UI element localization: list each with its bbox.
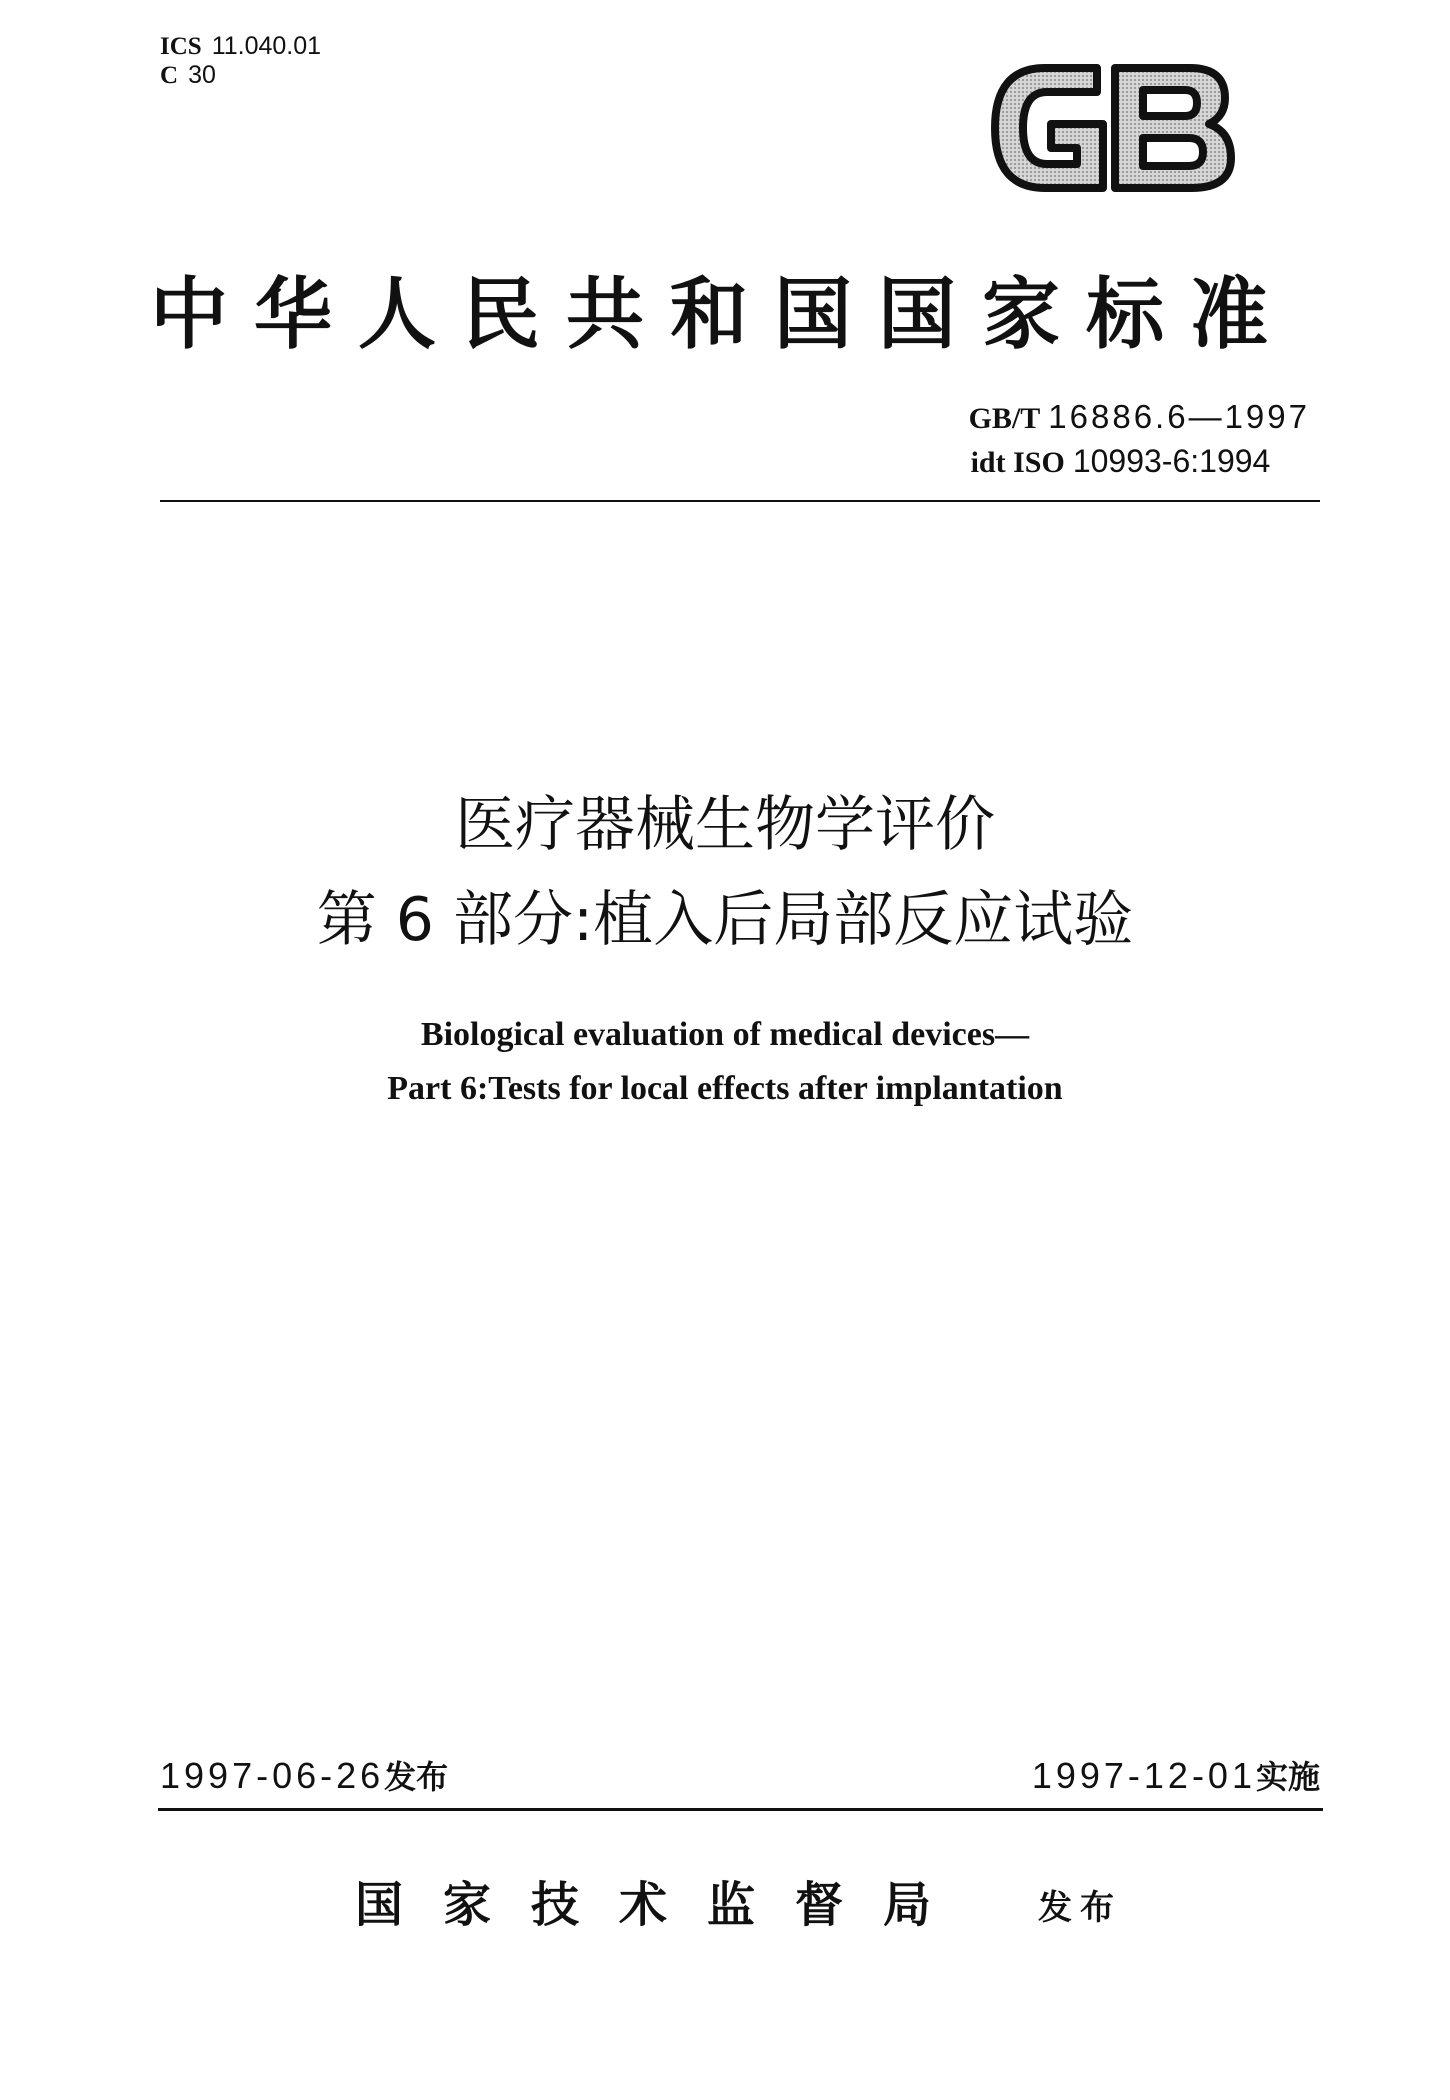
ics-label: ICS xyxy=(160,33,202,60)
idt-label: idt ISO xyxy=(970,446,1065,479)
ics-row xyxy=(160,32,321,61)
issuer-name: 国家技术监督局 xyxy=(355,1877,972,1933)
implementation-date-suffix: 实施 xyxy=(1255,1758,1320,1796)
issue-date xyxy=(160,1752,448,1798)
c-label: C xyxy=(160,62,179,89)
classification-codes xyxy=(160,32,321,90)
c-row xyxy=(160,61,321,90)
implementation-date-value: 1997-12-01 xyxy=(1031,1755,1256,1796)
idt-value: 10993-6:1994 xyxy=(1072,443,1271,479)
ics-value: 11.040.01 xyxy=(211,32,322,60)
title-cn-line2: 第 6 部分:植入后局部反应试验 xyxy=(316,885,1134,955)
standard-number-label: GB/T xyxy=(968,402,1041,435)
title-cn-line1: 医疗器械生物学评价 xyxy=(455,790,995,860)
gb-logo xyxy=(985,58,1240,198)
standard-number-row xyxy=(969,398,1310,442)
national-standard-title: 中华人民共和国国家标准 xyxy=(150,269,1295,360)
issuer-suffix: 发布 xyxy=(1038,1888,1122,1928)
title-en-line2: Part 6:Tests for local effects after implantation xyxy=(387,1070,1063,1107)
bottom-divider xyxy=(158,1808,1323,1811)
issue-date-value: 1997-06-26 xyxy=(160,1755,385,1796)
issue-date-suffix: 发布 xyxy=(384,1758,449,1796)
idt-row xyxy=(969,442,1310,486)
implementation-date xyxy=(1032,1752,1320,1798)
top-divider xyxy=(160,500,1320,502)
standard-number-block xyxy=(969,398,1310,486)
title-en-line1: Biological evaluation of medical devices— xyxy=(420,1016,1030,1053)
c-value: 30 xyxy=(188,61,216,89)
standard-number-value: 16886.6—1997 xyxy=(1048,398,1310,435)
